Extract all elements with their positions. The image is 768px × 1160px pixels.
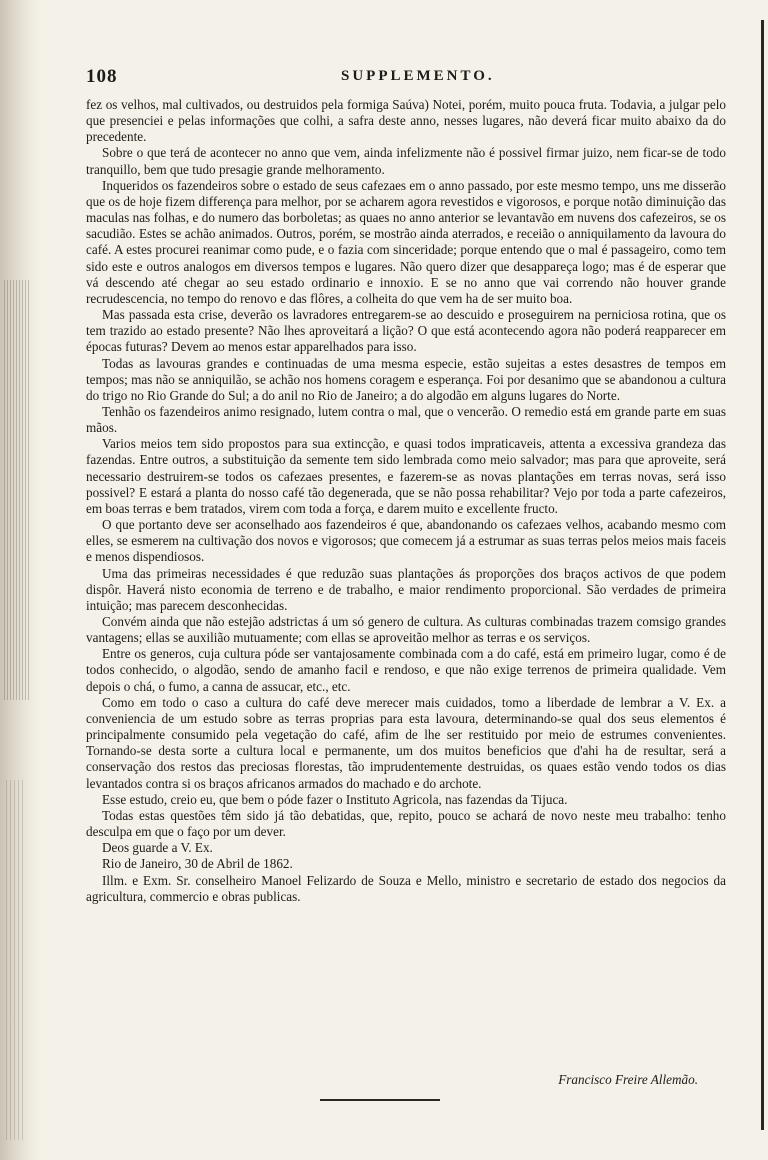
page-binding-edge [0,0,40,1160]
binding-texture-lower [6,780,24,1140]
paragraph: Esse estudo, creio eu, que bem o póde fazer o Instituto Agricola, nas fazendas da Tijuca. [102,791,568,807]
paragraph: Varios meios tem sido propostos para sua extincção, e quasi todos impraticaveis, attenta a excessiva grandeza das fazendas. Entre outros, a substituição da semente tem sido lembrada como meio salvador; mas para que aproveite, será necessario destruirem-se todos os cafezaes presentes, e fazerem-se as novas plantações em terras novas, será isso possivel? E estará a planta do nosso café tão degenerada, que se não possa rehabilitar? Vejo por toda a parte cafezeiros, em boas terras e bem tratados, virem com toda a força, e darem muito e excellente fructo. [86,436,726,516]
paragraph: Mas passada esta crise, deverão os lavradores entregarem-se ao descuido e proseguirem na perniciosa rotina, que os tem trazido ao estado presente? Não lhes aproveitará a lição? O que está acontecendo agora não poderá reapparecer em épocas futuras? Devem ao menos estar apparelhados para isso. [86,307,726,355]
paragraph: Sobre o que terá de acontecer no anno que vem, ainda infelizmente não é possivel firmar juizo, nem ficar-se de todo tranquillo, bem que tudo presagie grande melhoramento. [86,145,726,177]
end-rule [320,1099,440,1101]
closing-salutation: Deos guarde a V. Ex. [102,840,213,856]
signature: Francisco Freire Allemão. [558,1072,698,1087]
page-header [86,66,726,88]
dateline: Rio de Janeiro, 30 de Abril de 1862. [102,856,293,872]
binding-texture [4,280,30,700]
body-text [86,97,726,905]
paragraph: Todas as lavouras grandes e continuadas de uma mesma especie, estão sujeitas a estes desastres de tempos em tempos; mas não se anniquilão, se achão nos homens coragem e esperança. Foi por desanimo que se abandonou a cultura do trigo no Rio Grande do Sul; a do anil no Rio de Janeiro; a do algodão em alguns lugares do Norte. [86,355,726,403]
paragraph: Todas estas questões têm sido já tão debatidas, que, repito, pouco se achará de novo neste meu trabalho: tenho desculpa em que o faço por um dever. [86,807,726,840]
paragraph: O que portanto deve ser aconselhado aos fazendeiros é que, abandonando os cafezaes velhos, acabando mesmo com elles, se esmerem na cultivação dos novos e vigorosos; que comecem já a estrumar as suas terras pelos meios mais faceis e menos dispendiosos. [86,517,726,565]
page-number: 108 [86,66,118,87]
page-edge-rule [761,20,764,1130]
paragraph: Inqueridos os fazendeiros sobre o estado de seus cafezaes em o anno passado, por este mesmo tempo, uns me disserão que os de hoje fizem differença para melhor, por se acharem agora revestidos e vigorosos, e porque notão diminuição das maculas nas folhas, e do numero das borboletas; as quaes no anno anterior se levantavão em nuvens dos cafezeiros, se os sacudião. Estes se achão animados. Outros, porém, se mostrão ainda aterrados, e receião o anniquilamento da lavoura do café. A estes procurei reanimar como pude, e o fazia com sinceridade; porque entendo que o mal é passageiro, como tem sido este e outros analogos em diversos tempos e lugares. Não quero dizer que desappareça logo; mas é de esperar que vá descendo até chegar ao seu estado ordinario e innoxio. E se no anno que vai correndo não houver grande recrudescencia, no tempo do renovo e das flôres, a colheita do que vem ha de ser muito boa. [86,177,726,306]
paragraph: fez os velhos, mal cultivados, ou destruidos pela formiga Saúva) Notei, porém, muito pouca fruta. Todavia, a julgar pelo que presenciei e pelas informações que colhi, a safra deste anno, nesses lugares, não deverá ficar muito abaixo da do precedente. [86,97,726,145]
paragraph: Como em todo o caso a cultura do café deve merecer mais cuidados, tomo a liberdade de lembrar a V. Ex. a conveniencia de um estudo sobre as terras proprias para esta lavoura, determinando-se qual dos seus elementos é principalmente consumido pela vegetação do café, afim de lhe ser restituido por meio de estrumes convenientes. Tornando-se desta sorte a cultura local e permanente, um dos muitos beneficios que d'ahi ha de resultar, será a conservação dos restos das preciosas florestas, tão imprudentemente destruidas, os quaes estão vendo todos os dias levantados contra si os braços africanos armados do machado e do archote. [86,694,726,791]
addressee: Illm. e Exm. Sr. conselheiro Manoel Felizardo de Souza e Mello, ministro e secretario de estado dos negocios da agricultura, commercio e obras publicas. [86,872,726,904]
paragraph: Tenhão os fazendeiros animo resignado, lutem contra o mal, que o vencerão. O remedio está em grande parte em suas mãos. [86,403,726,436]
paragraph: Entre os generos, cuja cultura póde ser vantajosamente combinada com a do café, está em primeiro lugar, como é de todos conhecido, o algodão, sendo de amanho facil e rendoso, e que não exige terrenos de primeira qualidade. Vem depois o chá, o fumo, a canna de assucar, etc., etc. [86,646,726,694]
paragraph: Uma das primeiras necessidades é que reduzão suas plantações ás proporções dos braços activos de que podem dispôr. Haverá nisto economia de terreno e de trabalho, e maior rendimento proporcional. São verdades de primeira intuição; mas parecem desconhecidas. [86,565,726,613]
running-head: SUPPLEMENTO. [341,68,495,84]
paragraph: Convém ainda que não estejão adstrictas á um só genero de cultura. As culturas combinadas trazem comsigo grandes vantagens; ellas se auxilião mutuamente; com ellas se aproveitão melhor as terras e os serviços. [86,614,726,646]
